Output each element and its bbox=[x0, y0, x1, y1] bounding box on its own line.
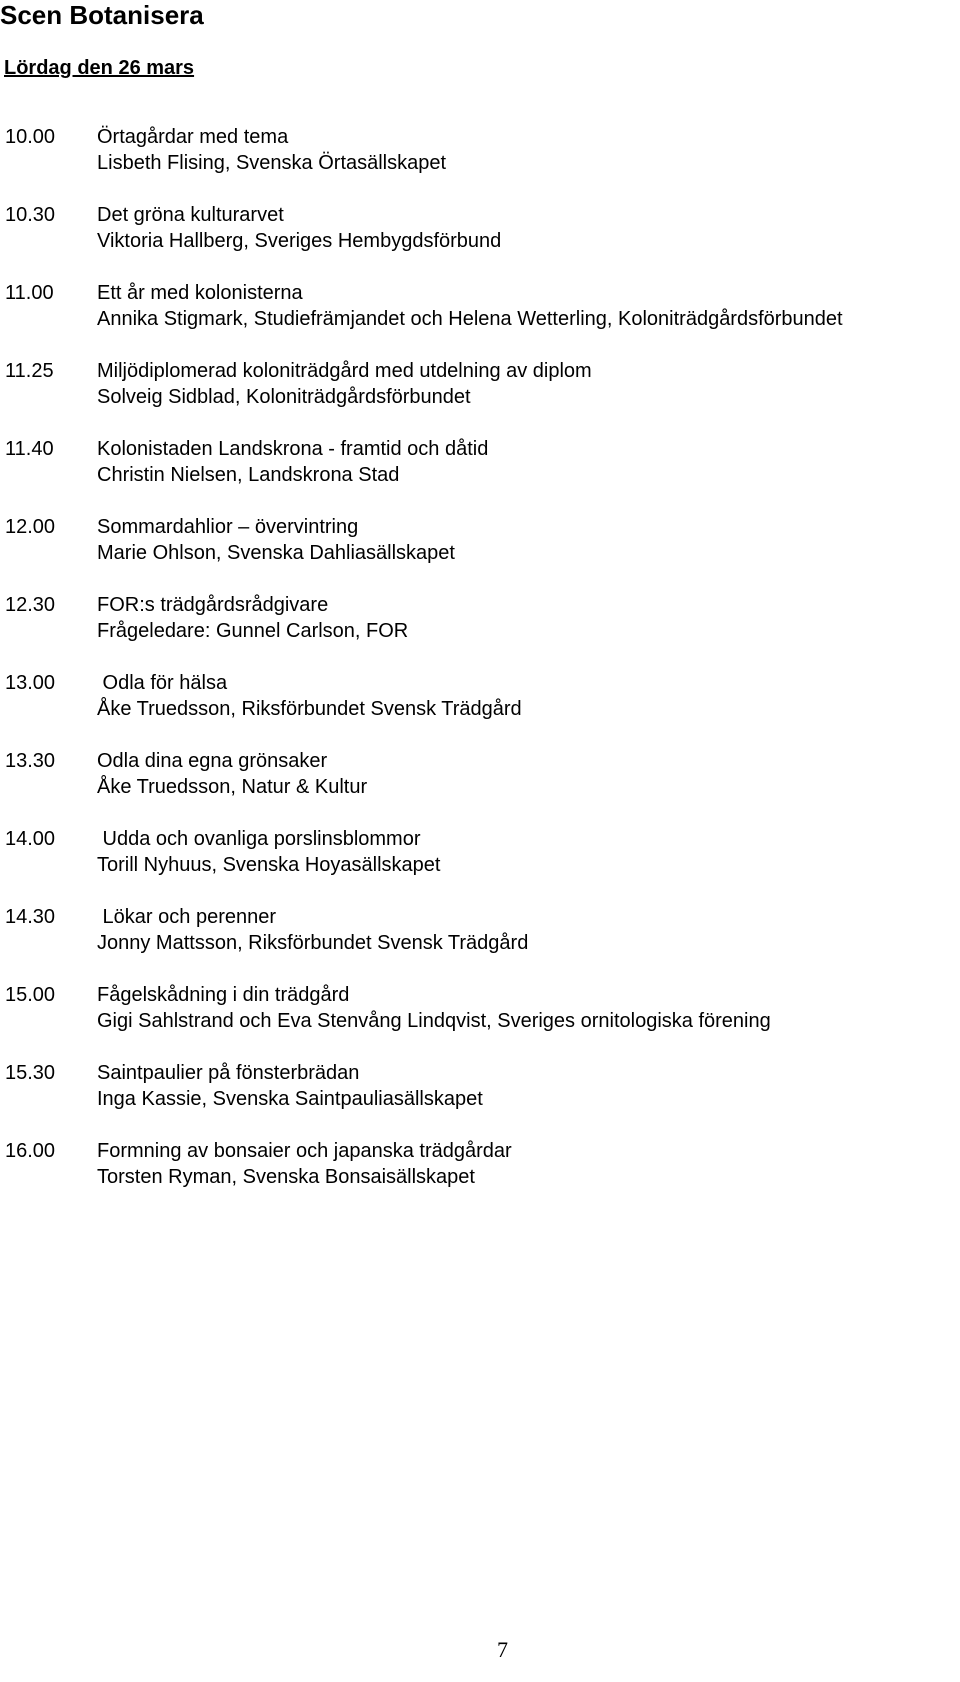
session-time: 15.00 bbox=[5, 984, 56, 1006]
schedule-item bbox=[5, 670, 955, 748]
session-speaker: Viktoria Hallberg, Sveriges Hembygdsförbund bbox=[97, 230, 502, 252]
schedule-item bbox=[5, 748, 955, 826]
session-speaker: Marie Ohlson, Svenska Dahliasällskapet bbox=[97, 542, 455, 564]
schedule-item bbox=[5, 280, 955, 358]
session-speaker: Annika Stigmark, Studiefrämjandet och Helena Wetterling, Koloniträdgårdsförbundet bbox=[97, 308, 843, 330]
session-time: 15.30 bbox=[5, 1062, 56, 1084]
session-speaker: Torill Nyhuus, Svenska Hoyasällskapet bbox=[97, 854, 441, 876]
session-speaker: Solveig Sidblad, Koloniträdgårdsförbundet bbox=[97, 386, 471, 408]
document-title: Scen Botanisera bbox=[0, 0, 204, 30]
session-speaker: Frågeledare: Gunnel Carlson, FOR bbox=[97, 620, 409, 642]
session-speaker: Inga Kassie, Svenska Saintpauliasällskapet bbox=[97, 1088, 483, 1110]
page-number: 7 bbox=[497, 1637, 508, 1662]
session-topic: Odla dina egna grönsaker bbox=[97, 750, 328, 772]
schedule-item bbox=[5, 982, 955, 1060]
schedule-item bbox=[5, 592, 955, 670]
session-topic: Udda och ovanliga porslinsblommor bbox=[97, 828, 421, 850]
schedule-item bbox=[5, 1138, 955, 1216]
session-time: 13.30 bbox=[5, 750, 56, 772]
session-topic: Sommardahlior – övervintring bbox=[97, 516, 359, 538]
session-speaker: Åke Truedsson, Natur & Kultur bbox=[97, 776, 368, 798]
session-speaker: Lisbeth Flising, Svenska Örtasällskapet bbox=[97, 152, 447, 174]
session-time: 10.30 bbox=[5, 204, 56, 226]
session-topic: Det gröna kulturarvet bbox=[97, 204, 284, 226]
schedule-item bbox=[5, 358, 955, 436]
schedule-item bbox=[5, 514, 955, 592]
session-speaker: Torsten Ryman, Svenska Bonsaisällskapet bbox=[97, 1166, 475, 1188]
schedule-item bbox=[5, 904, 955, 982]
session-time: 12.30 bbox=[5, 594, 56, 616]
session-time: 11.40 bbox=[5, 438, 54, 460]
session-topic: Lökar och perenner bbox=[97, 906, 277, 928]
session-time: 16.00 bbox=[5, 1140, 56, 1162]
session-speaker: Christin Nielsen, Landskrona Stad bbox=[97, 464, 400, 486]
session-topic: Formning av bonsaier och japanska trädgårdar bbox=[97, 1140, 512, 1162]
session-speaker: Åke Truedsson, Riksförbundet Svensk Trädgård bbox=[97, 698, 522, 720]
session-topic: FOR:s trädgårdsrådgivare bbox=[97, 594, 329, 616]
session-topic: Saintpaulier på fönsterbrädan bbox=[97, 1062, 360, 1084]
session-topic: Odla för hälsa bbox=[97, 672, 228, 694]
schedule-list bbox=[5, 124, 955, 1216]
session-time: 14.30 bbox=[5, 906, 56, 928]
session-time: 10.00 bbox=[5, 126, 56, 148]
schedule-item bbox=[5, 826, 955, 904]
schedule-item bbox=[5, 202, 955, 280]
session-speaker: Jonny Mattsson, Riksförbundet Svensk Trädgård bbox=[97, 932, 529, 954]
session-topic: Fågelskådning i din trädgård bbox=[97, 984, 350, 1006]
session-speaker: Gigi Sahlstrand och Eva Stenvång Lindqvist, Sveriges ornitologiska förening bbox=[97, 1010, 771, 1032]
schedule-item bbox=[5, 1060, 955, 1138]
session-topic: Kolonistaden Landskrona - framtid och dåtid bbox=[97, 438, 489, 460]
session-topic: Ett år med kolonisterna bbox=[97, 282, 303, 304]
session-topic: Örtagårdar med tema bbox=[97, 126, 289, 148]
session-time: 11.00 bbox=[5, 282, 54, 304]
schedule-item bbox=[5, 436, 955, 514]
session-topic: Miljödiplomerad koloniträdgård med utdelning av diplom bbox=[97, 360, 592, 382]
session-time: 12.00 bbox=[5, 516, 56, 538]
session-time: 14.00 bbox=[5, 828, 56, 850]
schedule-item bbox=[5, 124, 955, 202]
session-time: 13.00 bbox=[5, 672, 56, 694]
session-time: 11.25 bbox=[5, 360, 54, 382]
document-date-heading: Lördag den 26 mars bbox=[4, 57, 195, 79]
